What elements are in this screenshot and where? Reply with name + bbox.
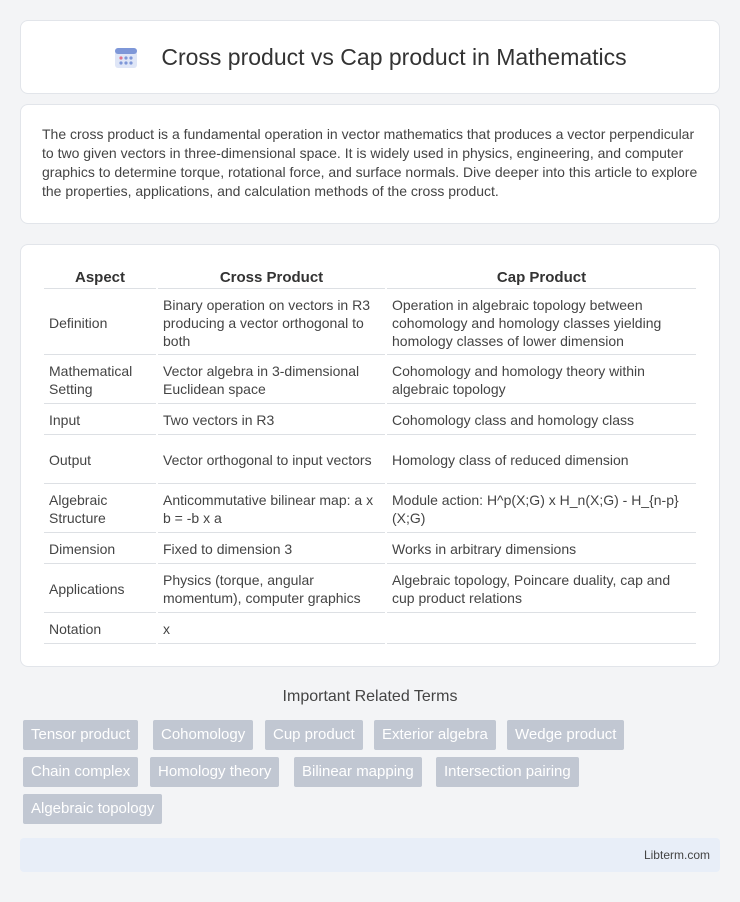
term-tag[interactable]: Tensor product <box>23 720 138 750</box>
table-cell: x <box>158 615 385 644</box>
table-cell: Dimension <box>44 535 156 564</box>
table-cell: Works in arbitrary dimensions <box>387 535 696 564</box>
column-header-cross-product: Cross Product <box>158 267 385 289</box>
table-cell: Vector algebra in 3-dimensional Euclidean space <box>158 357 385 404</box>
term-tag[interactable]: Exterior algebra <box>374 720 496 750</box>
term-tag[interactable]: Chain complex <box>23 757 138 787</box>
table-cell: Fixed to dimension 3 <box>158 535 385 564</box>
table-row <box>44 615 696 644</box>
table-cell: Input <box>44 406 156 435</box>
calendar-icon <box>113 44 139 70</box>
term-tag[interactable]: Homology theory <box>150 757 279 787</box>
table-cell: Definition <box>44 291 156 355</box>
table-cell: Two vectors in R3 <box>158 406 385 435</box>
table-cell: Notation <box>44 615 156 644</box>
table-cell: Mathematical Setting <box>44 357 156 404</box>
table-row <box>44 535 696 564</box>
table-cell: Anticommutative bilinear map: a x b = -b x a <box>158 486 385 533</box>
column-header-cap-product: Cap Product <box>387 267 696 289</box>
table-cell: Operation in algebraic topology between cohomology and homology classes yielding homology classes of lower dimension <box>387 291 696 355</box>
term-tag[interactable]: Bilinear mapping <box>294 757 422 787</box>
header-card <box>20 20 720 94</box>
table-cell: Applications <box>44 566 156 613</box>
table-cell: Algebraic Structure <box>44 486 156 533</box>
table-row <box>44 486 696 533</box>
table-row <box>44 566 696 613</box>
table-row <box>44 357 696 404</box>
intro-card <box>20 104 720 224</box>
term-tag[interactable]: Algebraic topology <box>23 794 162 824</box>
table-cell: Algebraic topology, Poincare duality, cap and cup product relations <box>387 566 696 613</box>
comparison-table <box>42 265 698 646</box>
table-header-row <box>44 267 696 289</box>
related-terms-title: Important Related Terms <box>282 688 458 705</box>
table-cell: Output <box>44 437 156 484</box>
footer <box>20 838 720 872</box>
table-row <box>44 291 696 355</box>
page-title: Cross product vs Cap product in Mathematics <box>161 43 627 70</box>
term-tag[interactable]: Cup product <box>265 720 363 750</box>
term-tag[interactable]: Wedge product <box>507 720 624 750</box>
comparison-card <box>20 244 720 667</box>
table-row <box>44 437 696 484</box>
table-cell <box>387 615 696 644</box>
table-cell: Vector orthogonal to input vectors <box>158 437 385 484</box>
term-tag[interactable]: Cohomology <box>153 720 253 750</box>
term-tag[interactable]: Intersection pairing <box>436 757 579 787</box>
table-cell: Physics (torque, angular momentum), computer graphics <box>158 566 385 613</box>
intro-text: The cross product is a fundamental operation in vector mathematics that produces a vector perpendicular to two given vectors in three-dimensional space. It is widely used in physics, engineering, and computer graphics to determine torque, rotational force, and surface normals. Dive deeper into this article to explore the properties, applications, and calculation methods of the cross product. <box>42 126 698 199</box>
table-cell: Homology class of reduced dimension <box>387 437 696 484</box>
table-cell: Binary operation on vectors in R3 producing a vector orthogonal to both <box>158 291 385 355</box>
footer-site-link[interactable]: Libterm.com <box>643 848 710 862</box>
column-header-aspect: Aspect <box>44 267 156 289</box>
table-cell: Module action: H^p(X;G) x H_n(X;G) - H_{n-p}(X;G) <box>387 486 696 533</box>
table-row <box>44 406 696 435</box>
table-cell: Cohomology and homology theory within algebraic topology <box>387 357 696 404</box>
table-cell: Cohomology class and homology class <box>387 406 696 435</box>
